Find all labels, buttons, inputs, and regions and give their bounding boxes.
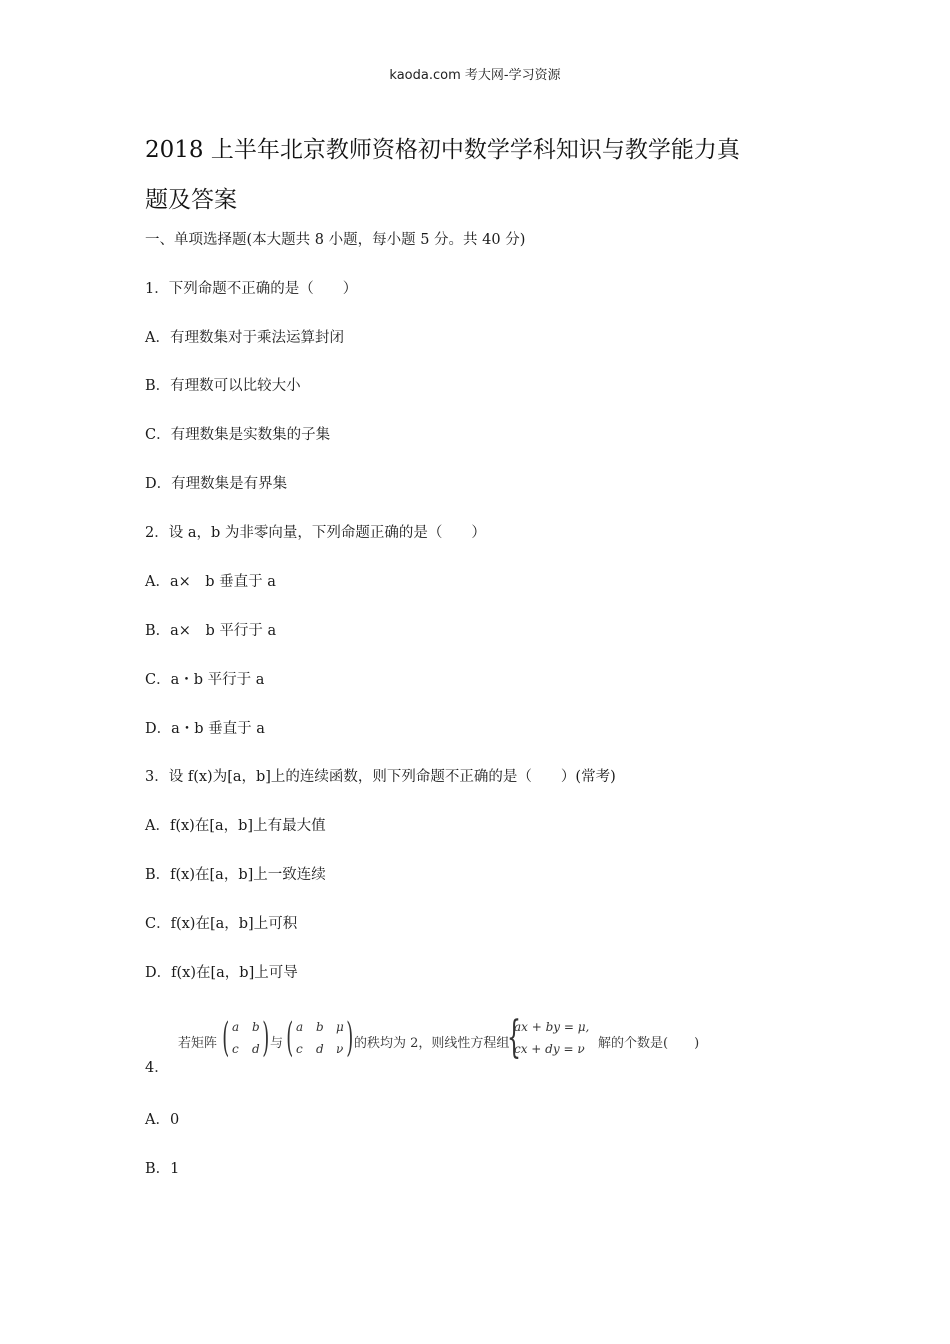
matrix2-right-paren: ) xyxy=(346,1015,354,1061)
question-3-option-d: D．f(x)在[a，b]上可导 xyxy=(145,965,298,981)
question-1-option-c: C．有理数集是实数集的子集 xyxy=(145,427,331,443)
document-title-line2: 题及答案 xyxy=(145,187,237,213)
matrix2-cell: c xyxy=(296,1042,303,1056)
question-4-option-a: A．0 xyxy=(145,1112,180,1128)
matrix2-cell: b xyxy=(316,1020,324,1034)
question-1-option-a: A．有理数集对于乘法运算封闭 xyxy=(145,330,344,346)
matrix2-cell: ν xyxy=(336,1042,344,1056)
q4-rank-text: 的秩均为 2，则线性方程组 xyxy=(354,1036,510,1051)
question-1-stem: 1．下列命题不正确的是（ ） xyxy=(145,281,358,297)
matrix2-left-paren: ( xyxy=(286,1015,294,1061)
matrix2-cell: d xyxy=(316,1042,324,1056)
system-brace: { xyxy=(507,1012,521,1063)
question-3-option-b: B．f(x)在[a，b]上一致连续 xyxy=(145,867,326,883)
matrix1-cell: a xyxy=(232,1020,240,1034)
question-4-option-b: B．1 xyxy=(145,1161,180,1177)
question-3-option-a: A．f(x)在[a，b]上有最大值 xyxy=(145,818,326,834)
question-4-number: 4． xyxy=(145,1060,169,1076)
question-2-option-b: B．a× b 平行于 a xyxy=(145,623,277,639)
q4-mid: 与 xyxy=(270,1036,284,1051)
document-title-line1: 2018 上半年北京教师资格初中数学学科知识与教学能力真 xyxy=(145,137,740,163)
matrix1-right-paren: ) xyxy=(262,1015,270,1061)
matrix2-cell: μ xyxy=(336,1020,344,1034)
matrix1-cell: d xyxy=(252,1042,260,1056)
matrix1-left-paren: ( xyxy=(222,1015,230,1061)
question-2-option-c: C．a・b 平行于 a xyxy=(145,672,265,688)
equation-2: cx + dy = ν xyxy=(514,1042,585,1056)
question-2-stem: 2．设 a，b 为非零向量，下列命题正确的是（ ） xyxy=(145,525,486,541)
page-header: kaoda.com 考大网-学习资源 xyxy=(389,68,561,83)
question-1-option-d: D．有理数集是有界集 xyxy=(145,476,288,492)
question-1-option-b: B．有理数可以比较大小 xyxy=(145,378,301,394)
question-3-stem: 3．设 f(x)为[a，b]上的连续函数，则下列命题不正确的是（ ）(常考) xyxy=(145,769,616,785)
q4-prefix: 若矩阵 xyxy=(178,1036,218,1051)
q4-suffix: 解的个数是( ) xyxy=(598,1036,700,1051)
question-2-option-d: D．a・b 垂直于 a xyxy=(145,721,265,737)
question-2-option-a: A．a× b 垂直于 a xyxy=(145,574,276,590)
equation-1: ax + by = μ, xyxy=(514,1020,590,1034)
matrix1-cell: c xyxy=(232,1042,239,1056)
section-heading: 一、单项选择题(本大题共 8 小题，每小题 5 分。共 40 分) xyxy=(145,232,526,248)
question-3-option-c: C．f(x)在[a，b]上可积 xyxy=(145,916,298,932)
matrix1-cell: b xyxy=(252,1020,260,1034)
matrix2-cell: a xyxy=(296,1020,304,1034)
